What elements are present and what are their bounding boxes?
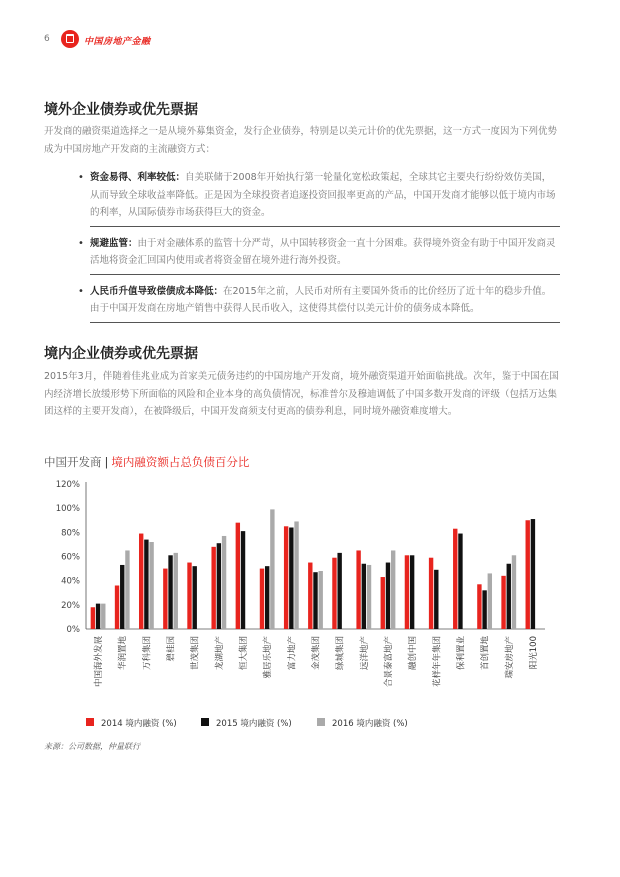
bullet-dot: •: [78, 172, 84, 183]
bar: [482, 590, 486, 629]
x-tick-label: 合景泰富地产: [383, 636, 394, 688]
bar: [512, 555, 516, 629]
bullet-text: 在2015年之前，人民币对所有主要国外货币的比价经历了近十年的稳步升值。由于中国开发商在房地产销售中获得人民币收入，这使得其偿付以美元计价的债务成本降低。: [90, 285, 552, 314]
chart-title-separator: |: [104, 455, 109, 469]
bar: [91, 607, 95, 629]
bullet-item: [78, 232, 560, 275]
section-heading-offshore: 境外企业债券或优先票据: [44, 102, 198, 118]
bar: [410, 555, 414, 629]
bar: [284, 526, 288, 629]
bar: [386, 563, 390, 629]
y-tick-label: 0%: [66, 625, 80, 635]
bar: [125, 550, 129, 629]
bullet-item: [78, 280, 560, 323]
x-tick-label: 中国海外发展: [94, 636, 105, 688]
bar: [115, 586, 119, 630]
bar: [149, 542, 153, 629]
bar: [434, 570, 438, 629]
bar: [477, 584, 481, 629]
legend-label: 2014 境内融资 (%): [101, 719, 177, 729]
x-tick-label: 绿城集团: [335, 636, 346, 671]
x-tick-label: 富力地产: [287, 636, 298, 671]
bar: [187, 563, 191, 629]
bar: [405, 555, 409, 629]
bar: [289, 528, 293, 630]
bar: [139, 534, 143, 629]
section-body-paragraph: 2015年3月，伴随着佳兆业成为首家美元债务违约的中国房地产开发商，境外融资渠道开始面临挑战。次年，鉴于中国在国内经济增长放缓形势下所面临的风险和企业本身的高负债情况，标准普尔及穆迪调低了中国多数开发商的评级（包括万达集团这样的主要开发商），在被降级后，中国开发商须支付更高的债券利息，同时境外融资难度增大。: [44, 371, 559, 417]
bar: [96, 604, 100, 629]
bar: [319, 571, 323, 629]
bar: [163, 569, 167, 629]
x-tick-label: 碧桂园: [166, 636, 177, 662]
bar: [217, 543, 221, 629]
x-tick-label: 远洋地产: [359, 636, 370, 671]
bar: [265, 566, 269, 629]
bar: [308, 563, 312, 629]
x-tick-label: 龙湖地产: [214, 636, 225, 671]
bar: [356, 550, 360, 629]
chart-title-right: 境内融资额占总负债百分比: [111, 455, 250, 469]
x-tick-label: 融创中国: [408, 636, 419, 671]
y-tick-label: 40%: [61, 576, 80, 587]
bar: [531, 519, 535, 629]
x-tick-label: 万科集团: [142, 636, 153, 671]
legend-label: 2015 境内融资 (%): [216, 719, 292, 729]
section-intro-paragraph: 开发商的融资渠道选择之一是从境外募集资金，发行企业债券，特别是以美元计价的优先票据，这一方式一度因为下列优势成为中国房地产开发商的主流融资方式：: [44, 126, 558, 155]
x-tick-label: 保利置业: [456, 636, 467, 671]
bar: [260, 569, 264, 629]
legend-swatch: [317, 718, 325, 726]
bar: [101, 604, 105, 629]
bar: [381, 577, 385, 629]
x-tick-label: 世茂集团: [190, 636, 201, 671]
bullet-text: 自美联储于2008年开始执行第一轮量化宽松政策起，全球其它主要央行纷纷效仿美国，从而导致全球收益率降低。正是因为全球投资者追逐投资回报率更高的产品，中国开发商才能够以低于境内市场的利率，从国际债券市场获得巨大的资金。: [90, 172, 556, 218]
bar: [270, 509, 274, 629]
bar: [168, 555, 172, 629]
bar: [429, 558, 433, 629]
section-heading-onshore: 境内企业债券或优先票据: [44, 346, 198, 362]
x-tick-label: 首创置地: [480, 636, 491, 671]
bar: [241, 531, 245, 629]
y-tick-label: 60%: [61, 552, 80, 563]
y-tick-label: 120%: [55, 480, 80, 490]
page-number: 6: [44, 34, 50, 44]
bar: [391, 550, 395, 629]
y-tick-label: 80%: [61, 528, 80, 539]
bar: [294, 521, 298, 629]
bar: [526, 520, 530, 629]
chart-title: [44, 454, 249, 470]
x-tick-label: 金茂集团: [311, 636, 322, 671]
x-tick-label: 华润置地: [118, 636, 129, 671]
bar: [313, 572, 317, 629]
x-tick-label: 花样年年集团: [432, 636, 443, 688]
bar: [507, 564, 511, 629]
bullet-lead: 资金易得、利率较低：: [90, 172, 186, 183]
bar: [193, 566, 197, 629]
bar: [332, 558, 336, 629]
bar: [458, 534, 462, 629]
bar: [367, 565, 371, 629]
source-note: 来源：公司数据，仲量联行: [44, 742, 140, 751]
bullet-lead: 人民币升值导致偿债成本降低：: [90, 285, 224, 297]
legend-label: 2016 境内融资 (%): [332, 719, 408, 729]
legend-swatch: [201, 718, 209, 726]
bar: [120, 565, 124, 629]
bar: [337, 553, 341, 629]
bullet-list: [78, 166, 560, 328]
seal-icon: [61, 30, 79, 48]
x-tick-label: 瑞安房地产: [504, 636, 515, 679]
bullet-lead: 规避监管：: [90, 237, 138, 249]
bar: [144, 540, 148, 629]
bar: [222, 536, 226, 629]
bar: [174, 553, 178, 629]
logo-text: 中国房地产金融: [84, 37, 151, 47]
chart-title-left: 中国开发商: [44, 455, 102, 469]
bullet-dot: •: [78, 237, 84, 249]
x-tick-label: 恒大集团: [239, 636, 250, 671]
y-tick-label: 20%: [61, 600, 80, 611]
x-tick-label: 雅居乐地产: [263, 636, 274, 679]
bar: [453, 529, 457, 629]
bar-chart: [40, 472, 560, 738]
bar: [362, 564, 366, 629]
bar: [501, 576, 505, 629]
x-tick-label: 阳光100: [528, 636, 539, 670]
bullet-dot: •: [78, 285, 84, 297]
bar: [211, 547, 215, 629]
bullet-text: 由于对金融体系的监管十分严苛，从中国转移资金一直十分困难。获得境外资金有助于中国开发商灵活地将资金汇回国内使用或者将资金留在境外进行海外投资。: [90, 237, 556, 266]
legend-swatch: [86, 718, 94, 726]
bullet-item: [78, 166, 560, 227]
y-tick-label: 100%: [55, 504, 80, 515]
bar: [488, 573, 492, 629]
bar: [236, 523, 240, 629]
